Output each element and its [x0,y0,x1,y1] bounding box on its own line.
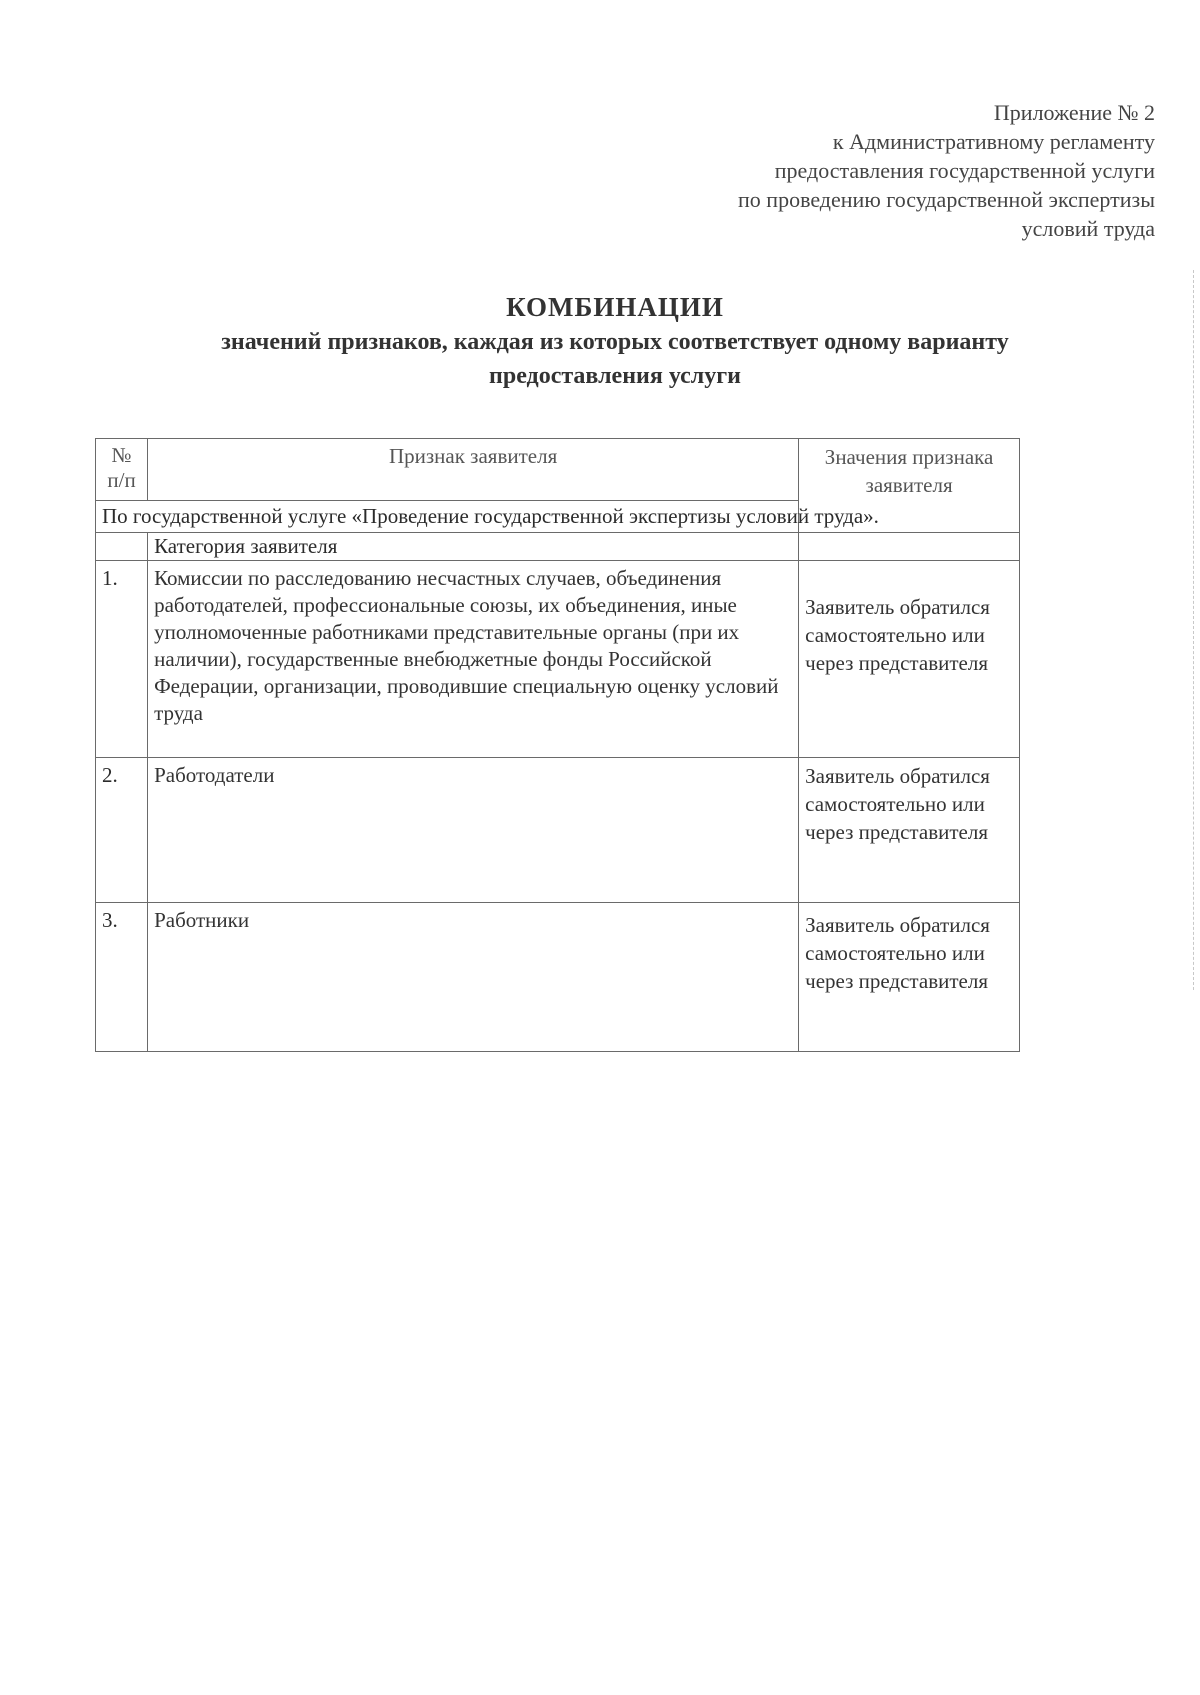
header-value: Значения признака заявителя [799,439,1020,533]
table-row [96,903,1020,1052]
table-header-row [96,439,1020,501]
row-num: 1. [96,561,148,758]
category-row [96,533,1020,561]
title-main: КОМБИНАЦИИ [506,292,724,322]
appendix-line: к Административному регламенту [832,129,1155,154]
service-line: По государственной услуге «Проведение государственной экспертизы условий труда». [96,501,799,533]
row-value: Заявитель обратился самостоятельно или через представителя [799,561,1020,758]
row-value: Заявитель обратился самостоятельно или через представителя [799,758,1020,903]
title-subtitle-line: значений признаков, каждая из которых соответствует одному варианту [221,329,1009,355]
table-row [96,758,1020,903]
title-subtitle-line: предоставления услуги [489,363,741,389]
document-title [150,292,1080,391]
row-value: Заявитель обратился самостоятельно или через представителя [799,903,1020,1052]
table-row [96,561,1020,758]
header-attribute: Признак заявителя [148,439,799,501]
appendix-note [635,98,1155,243]
appendix-line: условий труда [1021,216,1155,241]
row-num: 2. [96,758,148,903]
row-attribute: Работники [148,903,799,1052]
header-num: № п/п [96,439,148,501]
combinations-table [95,438,1020,1052]
category-value-cell [799,533,1020,561]
row-attribute: Комиссии по расследованию несчастных случаев, объединения работодателей, профессиональные союзы, их объединения, иные уполномоченные работниками представительные органы (при их наличии), государственные внебюджетные фонды Российской Федерации, организации, проводившие специальную оценку условий труда [148,561,799,758]
appendix-line: предоставления государственной услуги [774,158,1155,183]
category-label: Категория заявителя [148,533,799,561]
scan-edge-mark [1192,270,1194,990]
row-num: 3. [96,903,148,1052]
row-attribute: Работодатели [148,758,799,903]
category-num-cell [96,533,148,561]
appendix-line: Приложение № 2 [993,100,1155,125]
appendix-line: по проведению государственной экспертизы [738,187,1155,212]
